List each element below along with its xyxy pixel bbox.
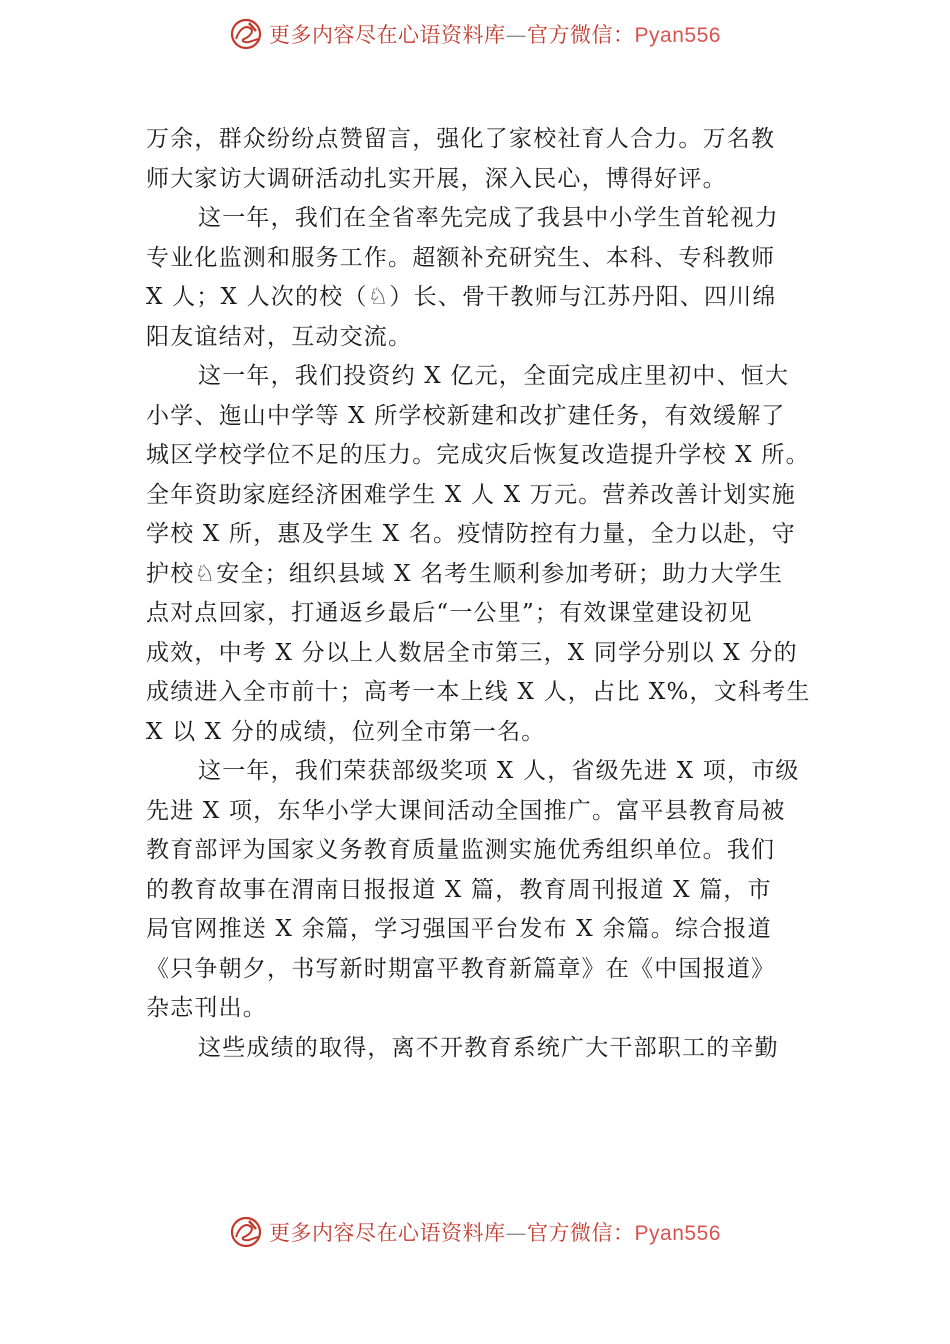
text-line: X 以 X 分的成绩，位列全市第一名。 bbox=[146, 718, 546, 745]
text-line: 全年资助家庭经济困难学生 X 人 X 万元。营养改善计划实施 bbox=[146, 481, 796, 508]
text-line: 专业化监测和服务工作。超额补充研究生、本科、专科教师 bbox=[146, 244, 776, 271]
footer-wechat-id: Pyan556 bbox=[634, 1222, 721, 1245]
text-line: 的教育故事在渭南日报报道 X 篇，教育周刊报道 X 篇，市 bbox=[146, 876, 772, 903]
text-line: 城区学校学位不足的压力。完成灾后恢复改造提升学校 X 所。 bbox=[146, 442, 810, 468]
text-line: 成效，中考 X 分以上人数居全市第三，X 同学分别以 X 分的 bbox=[146, 639, 798, 666]
text-line: 小学、迤山中学等 X 所学校新建和改扩建任务，有效缓解了 bbox=[146, 402, 786, 429]
footer-separator: — bbox=[505, 1221, 528, 1245]
text-line: 局官网推送 X 余篇，学习强国平台发布 X 余篇。综合报道 bbox=[146, 916, 772, 942]
header-brand: 更多内容尽在心语资料库 bbox=[269, 23, 506, 47]
text-line: 万余，群众纷纷点赞留言，强化了家校社育人合力。万名教 bbox=[146, 126, 776, 152]
footer-brand: 更多内容尽在心语资料库 bbox=[269, 1221, 506, 1245]
text-line: 成绩进入全市前十；高考一本上线 X 人，占比 X%，文科考生 bbox=[146, 679, 811, 705]
signature-logo-icon bbox=[229, 1215, 263, 1249]
text-line: 护校♘安全；组织县域 X 名考生顺利参加考研；助力大学生 bbox=[146, 560, 784, 587]
header-banner bbox=[0, 14, 950, 54]
text-line: 杂志刊出。 bbox=[146, 995, 267, 1021]
text-line: 《只争朝夕，书写新时期富平教育新篇章》在《中国报道》 bbox=[146, 955, 776, 982]
text-line: 阳友谊结对，互动交流。 bbox=[146, 323, 413, 350]
text-line: 点对点回家，打通返乡最后“一公里”；有效课堂建设初见 bbox=[146, 600, 753, 626]
header-text bbox=[269, 19, 721, 49]
text-line: 这一年，我们荣获部级奖项 X 人，省级先进 X 项，市级 bbox=[198, 758, 800, 784]
text-line: X 人；X 人次的校（♘）长、骨干教师与江苏丹阳、四川绵 bbox=[146, 284, 777, 310]
text-line: 这一年，我们投资约 X 亿元，全面完成庄里初中、恒大 bbox=[198, 363, 790, 389]
footer-wechat-label: 官方微信： bbox=[527, 1221, 635, 1245]
header-wechat-id: Pyan556 bbox=[634, 24, 721, 47]
footer-banner bbox=[0, 1212, 950, 1252]
text-line: 先进 X 项，东华小学大课间活动全国推广。富平县教育局被 bbox=[146, 797, 786, 824]
signature-logo-icon bbox=[229, 17, 263, 51]
text-line: 这一年，我们在全省率先完成了我县中小学生首轮视力 bbox=[198, 205, 779, 231]
text-line: 这些成绩的取得，离不开教育系统广大干部职工的辛勤 bbox=[198, 1034, 779, 1061]
footer-text bbox=[269, 1217, 721, 1247]
header-separator: — bbox=[505, 23, 528, 47]
header-wechat-label: 官方微信： bbox=[527, 23, 635, 47]
text-line: 教育部评为国家义务教育质量监测实施优秀组织单位。我们 bbox=[146, 837, 776, 863]
document-body bbox=[146, 120, 816, 1068]
text-line: 师大家访大调研活动扎实开展，深入民心，博得好评。 bbox=[146, 165, 727, 192]
text-line: 学校 X 所，惠及学生 X 名。疫情防控有力量，全力以赴，守 bbox=[146, 521, 796, 547]
